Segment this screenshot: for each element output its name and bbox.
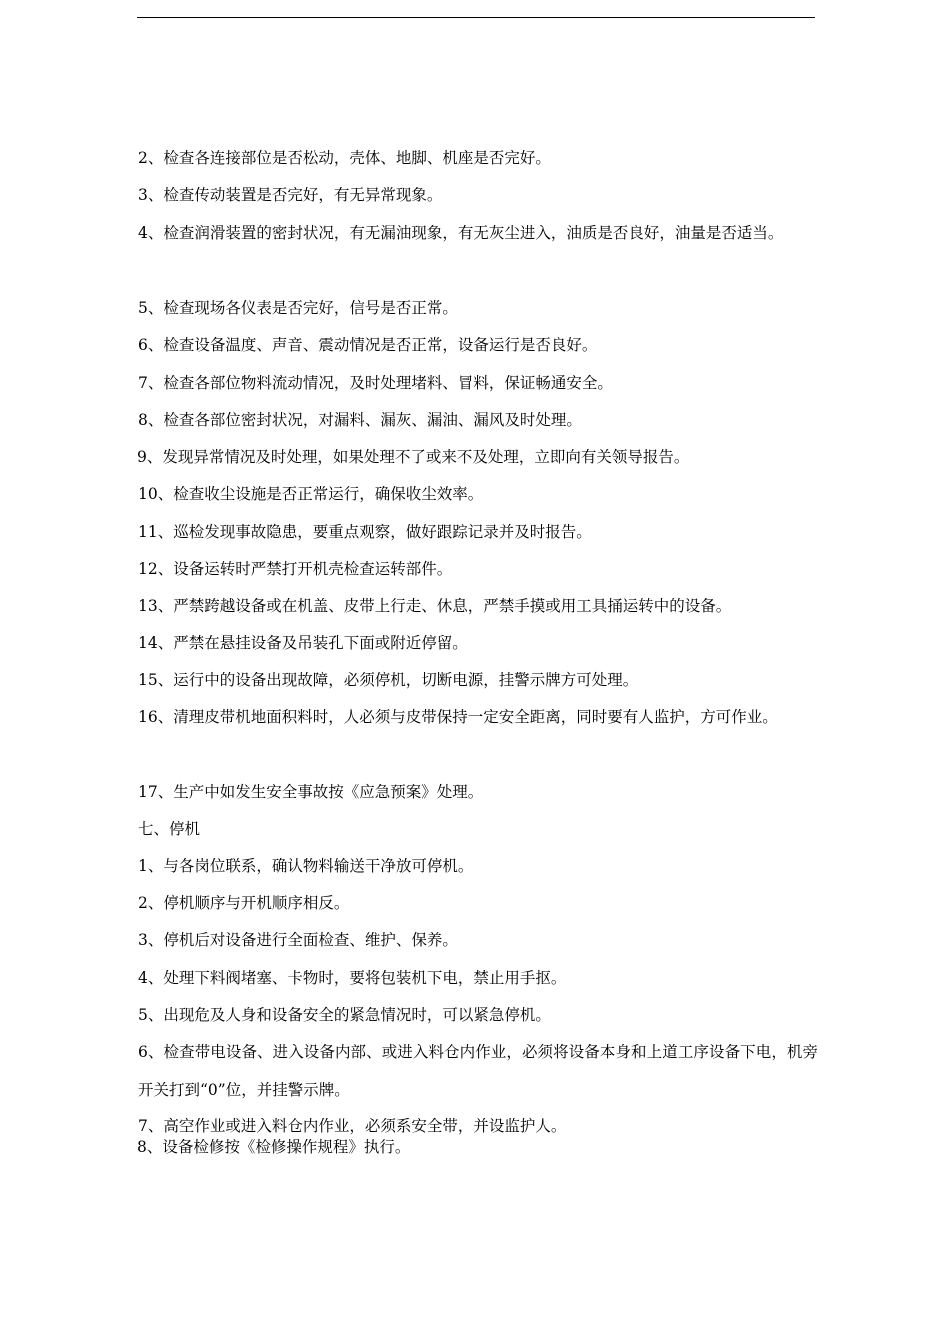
inspection-item-12: 12、设备运转时严禁打开机壳检查运转部件。 [138, 560, 453, 578]
inspection-item-8: 8、检查各部位密封状况，对漏料、漏灰、漏油、漏风及时处理。 [138, 411, 582, 429]
inspection-item-17: 17、生产中如发生安全事故按《应急预案》处理。 [138, 783, 484, 801]
inspection-item-16: 16、清理皮带机地面积料时，人必须与皮带保持一定安全距离，同时要有人监护，方可作业。 [138, 708, 778, 726]
stop-item-6: 6、检查带电设备、进入设备内部、或进入料仓内作业，必须将设备本身和上道工序设备下电，机旁开关打到“0”位，并挂警示牌。 [138, 1043, 818, 1099]
inspection-item-3: 3、检查传动装置是否完好，有无异常现象。 [138, 186, 443, 204]
inspection-item-2: 2、检查各连接部位是否松动，壳体、地脚、机座是否完好。 [138, 149, 551, 167]
inspection-item-7: 7、检查各部位物料流动情况，及时处理堵料、冒料，保证畅通安全。 [138, 374, 613, 392]
inspection-item-14: 14、严禁在悬挂设备及吊装孔下面或附近停留。 [138, 634, 468, 652]
inspection-item-15: 15、运行中的设备出现故障，必须停机，切断电源，挂警示牌方可处理。 [138, 671, 639, 689]
stop-item-4: 4、处理下料阀堵塞、卡物时，要将包装机下电，禁止用手抠。 [138, 969, 567, 987]
stop-item-3: 3、停机后对设备进行全面检查、维护、保养。 [138, 931, 458, 949]
inspection-item-6: 6、检查设备温度、声音、震动情况是否正常，设备运行是否良好。 [138, 336, 598, 354]
header-rule [137, 17, 815, 18]
inspection-item-10: 10、检查收尘设施是否正常运行，确保收尘效率。 [138, 485, 484, 503]
inspection-item-9: 9、发现异常情况及时处理，如果处理不了或来不及处理，立即向有关领导报告。 [137, 448, 690, 466]
stop-item-8: 8、设备检修按《检修操作规程》执行。 [137, 1138, 411, 1156]
section-heading-stop: 七、停机 [138, 820, 201, 838]
inspection-item-4: 4、检查润滑装置的密封状况，有无漏油现象，有无灰尘进入，油质是否良好，油量是否适当。 [138, 224, 784, 242]
inspection-item-11: 11、巡检发现事故隐患，要重点观察，做好跟踪记录并及时报告。 [138, 523, 592, 541]
inspection-item-5: 5、检查现场各仪表是否完好，信号是否正常。 [138, 299, 458, 317]
stop-item-2: 2、停机顺序与开机顺序相反。 [138, 894, 350, 912]
stop-item-5: 5、出现危及人身和设备安全的紧急情况时，可以紧急停机。 [138, 1006, 551, 1024]
stop-item-1: 1、与各岗位联系，确认物料输送干净放可停机。 [138, 857, 474, 875]
stop-item-7: 7、高空作业或进入料仓内作业，必须系安全带，并设监护人。 [138, 1117, 567, 1135]
inspection-item-13: 13、严禁跨越设备或在机盖、皮带上行走、休息，严禁手摸或用工具捅运转中的设备。 [138, 597, 732, 615]
